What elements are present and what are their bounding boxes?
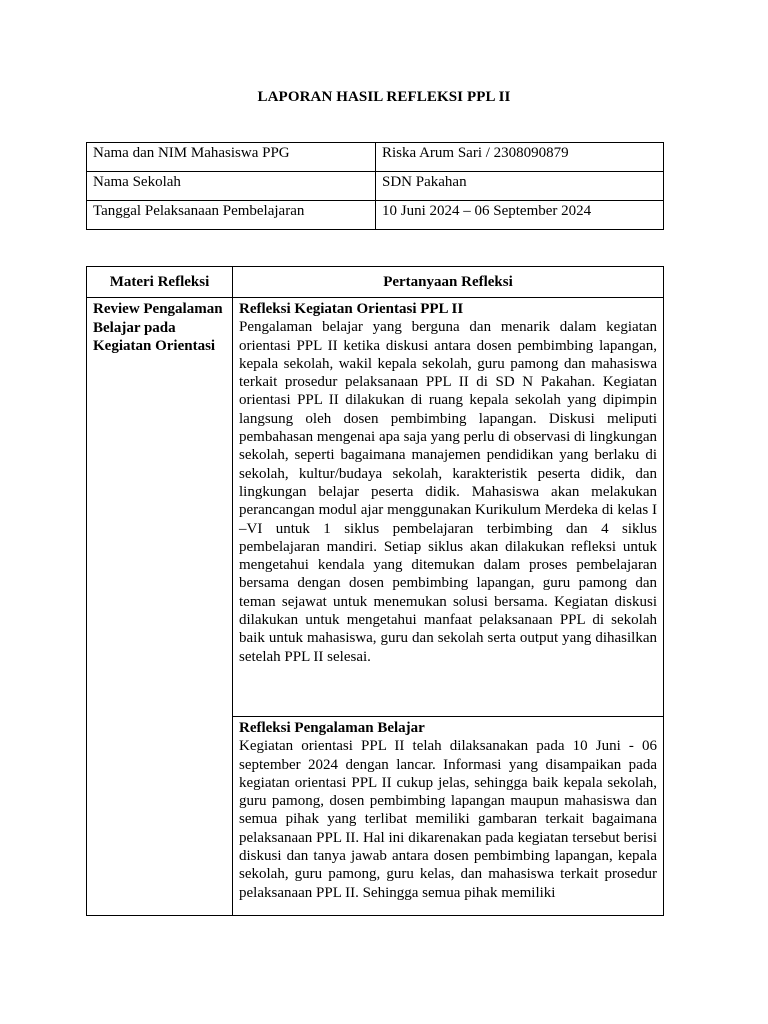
section-title: Refleksi Pengalaman Belajar: [239, 720, 425, 736]
table-row: [87, 298, 664, 717]
info-value: 10 Juni 2024 – 06 September 2024: [376, 201, 664, 230]
info-value: SDN Pakahan: [376, 172, 664, 201]
reflection-section: [233, 717, 664, 916]
table-row: [87, 143, 664, 172]
reflection-section: [233, 298, 664, 717]
info-label: Nama Sekolah: [87, 172, 376, 201]
table-row: [87, 172, 664, 201]
table-row: [87, 201, 664, 230]
info-value: Riska Arum Sari / 2308090879: [376, 143, 664, 172]
column-header-materi: Materi Refleksi: [87, 267, 233, 298]
section-text: Pengalaman belajar yang berguna dan menarik dalam kegiatan orientasi PPL II ketika diskusi antara dosen pembimbing lapangan, kepala sekolah, wakil kepala sekolah, guru pamong dan mahasiswa terkait prosedur pelaksanaan PPL II di SD N Pakahan. Kegiatan orientasi PPL II dilakukan di ruang kepala sekolah yang dipimpin langsung oleh dosen pembimbing lapangan. Diskusi meliputi pembahasan mengenai apa saja yang perlu di observasi di lingkungan sekolah, seperti bagaimana manajemen pendidikan yang berlaku di sekolah, kultur/budaya sekolah, karakteristik peserta didik, dan lingkungan belajar peserta didik. Mahasiswa akan melakukan perancangan modul ajar menggunakan Kurikulum Merdeka di kelas I –VI untuk 1 siklus pembelajaran terbimbing dan 4 siklus pembelajaran mandiri. Setiap siklus akan dilakukan refleksi untuk mengetahui kendala yang ditemukan dalam proses pembelajaran bersama dengan dosen pembimbing lapangan, guru pamong dan teman sejawat untuk menemukan solusi bersama. Kegiatan diskusi dilakukan untuk mengetahui manfaat pelaksanaan PPL di sekolah baik untuk mahasiswa, guru dan sekolah serta output yang dihasilkan setelah PPL II selesai.: [239, 319, 657, 665]
info-label: Nama dan NIM Mahasiswa PPG: [87, 143, 376, 172]
column-header-pertanyaan: Pertanyaan Refleksi: [233, 267, 664, 298]
student-info-table: [86, 142, 664, 230]
document-title: LAPORAN HASIL REFLEKSI PPL II: [257, 89, 511, 105]
materi-refleksi-cell: Review Pengalaman Belajar pada Kegiatan Orientasi: [87, 298, 233, 916]
table-header-row: [87, 267, 664, 298]
reflection-table: [86, 266, 664, 916]
info-label: Tanggal Pelaksanaan Pembelajaran: [87, 201, 376, 230]
section-title: Refleksi Kegiatan Orientasi PPL II: [239, 301, 464, 317]
section-text: Kegiatan orientasi PPL II telah dilaksanakan pada 10 Juni - 06 september 2024 dengan lancar. Informasi yang disampaikan pada kegiatan orientasi PPL II cukup jelas, sehingga baik kepala sekolah, guru pamong, dosen pembimbing lapangan maupun mahasiswa dan semua pihak yang terlibat memiliki gambaran terkait bagaimana pelaksanaan PPL II. Hal ini dikarenakan pada kegiatan tersebut berisi diskusi dan tanya jawab antara dosen pembimbing lapangan, kepala sekolah, guru pamong, guru kelas, dan mahasiswa terkait prosedur pelaksanaan PPL II. Sehingga semua pihak memiliki: [239, 738, 657, 901]
